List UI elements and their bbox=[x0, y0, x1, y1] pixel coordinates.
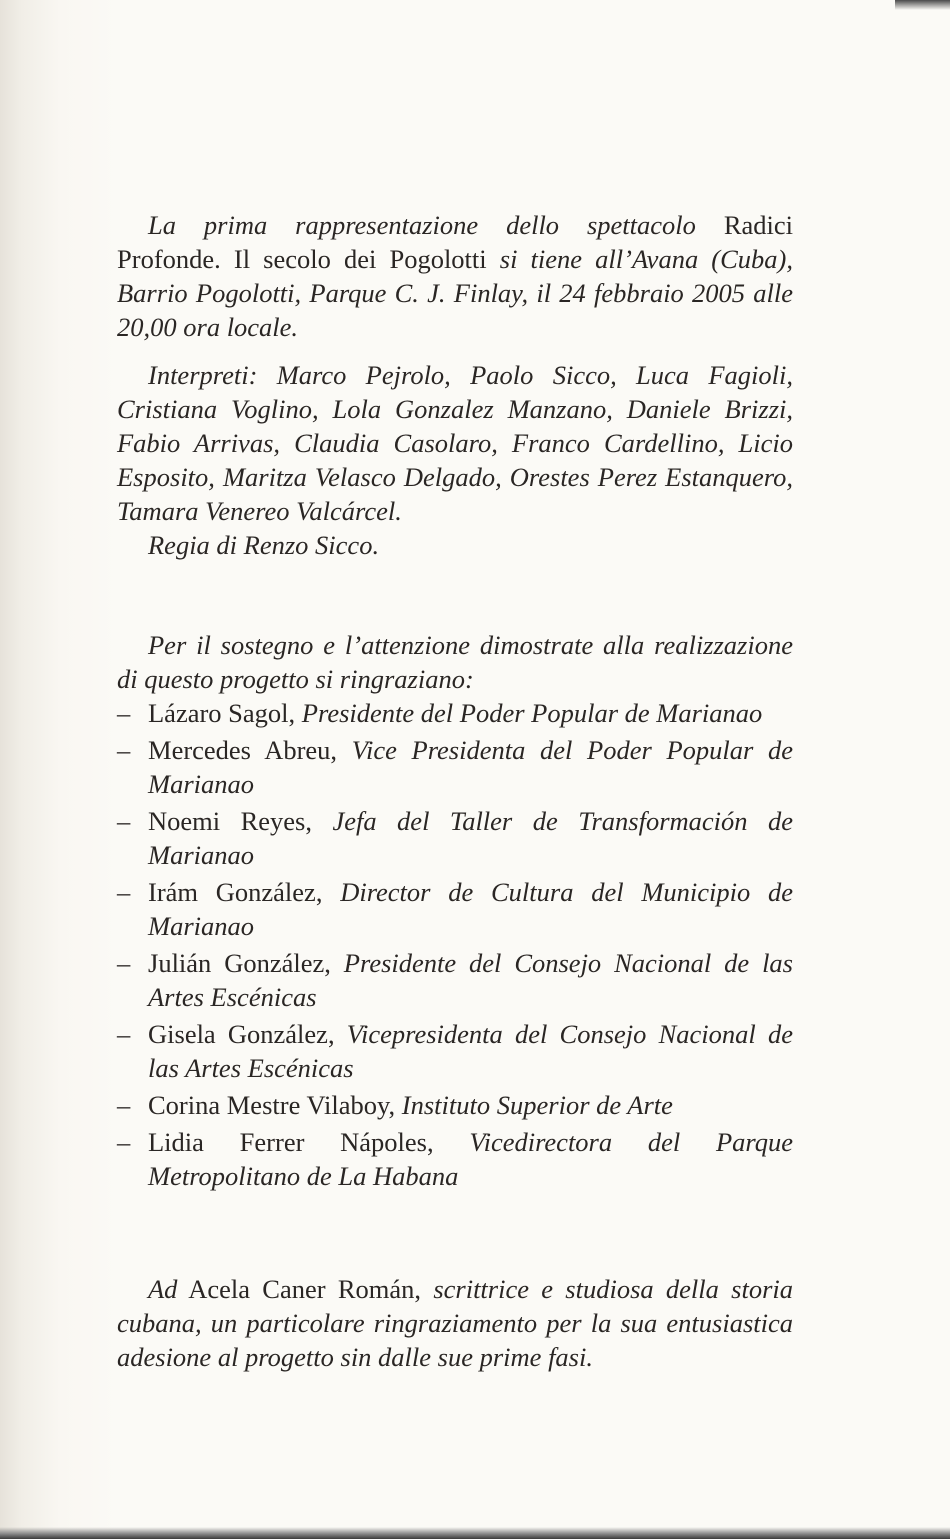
person-role: Presidente del Poder Popular de Marianao bbox=[301, 698, 763, 728]
dash-mark: – bbox=[117, 877, 131, 907]
premiere-section bbox=[117, 208, 793, 344]
thanks-section bbox=[117, 628, 793, 1196]
dash-mark: – bbox=[117, 698, 131, 728]
person-name: Corina Mestre Vilaboy, bbox=[148, 1090, 396, 1120]
thanks-item-4 bbox=[117, 875, 793, 943]
direction-line: Regia di Renzo Sicco. bbox=[148, 530, 380, 560]
person-role: Vice Presidenta del Poder Popular de Marianao bbox=[148, 735, 794, 799]
person-name: Mercedes Abreu, bbox=[148, 735, 338, 765]
person-role: Presidente del Consejo Nacional de las Artes Escénicas bbox=[148, 948, 793, 1012]
thanks-item-1 bbox=[117, 696, 793, 730]
person-name: Irám González, bbox=[148, 877, 323, 907]
interpreters-paragraph: Interpreti: Marco Pejrolo, Paolo Sicco, Luca Fagioli, Cristiana Voglino, Lola Gonzalez Manzano, Daniele Brizzi, Fabio Arrivas, Claudia Casolaro, Franco Cardellino, Licio Esposito, Maritza Velasco Delgado, Orestes Perez Estanquero, Tamara Venereo Valcárcel. bbox=[117, 360, 793, 526]
dash-mark: – bbox=[117, 1127, 131, 1157]
premiere-intro: La prima rappresentazione dello spettacolo bbox=[148, 210, 696, 240]
dash-mark: – bbox=[117, 1019, 131, 1049]
scan-corner-shadow bbox=[895, 0, 950, 10]
dash-mark: – bbox=[117, 948, 131, 978]
special-person-name: Acela Caner Román, bbox=[188, 1274, 422, 1304]
person-name: Gisela González, bbox=[148, 1019, 335, 1049]
person-name: Noemi Reyes, bbox=[148, 806, 312, 836]
dash-mark: – bbox=[117, 1090, 131, 1120]
thanks-item-2 bbox=[117, 733, 793, 801]
cast-section bbox=[117, 358, 793, 562]
special-prefix: Ad bbox=[148, 1274, 178, 1304]
thanks-item-8 bbox=[117, 1125, 793, 1193]
show-title: Radici Profonde. Il secolo dei Pogolotti bbox=[117, 210, 794, 274]
special-thanks-paragraph bbox=[117, 1272, 793, 1374]
dash-mark: – bbox=[117, 735, 131, 765]
thanks-item-5 bbox=[117, 946, 793, 1014]
special-thanks-section bbox=[117, 1272, 793, 1374]
thanks-item-3 bbox=[117, 804, 793, 872]
thanks-intro: Per il sostegno e l’attenzione dimostrate alla realizzazione di questo progetto si ringraziano: bbox=[117, 630, 793, 694]
person-role: Vicedirectora del Parque Metropolitano de La Habana bbox=[148, 1127, 794, 1191]
person-name: Lázaro Sagol, bbox=[148, 698, 296, 728]
person-role: Instituto Superior de Arte bbox=[401, 1090, 673, 1120]
person-role: Jefa del Taller de Transformación de Marianao bbox=[148, 806, 794, 870]
premiere-details: si tiene all’Avana (Cuba), Barrio Pogolotti, Parque C. J. Finlay, il 24 febbraio 2005 alle 20,00 ora locale. bbox=[117, 244, 793, 342]
special-thanks-text: scrittrice e studiosa della storia cubana, un particolare ringraziamento per la sua entusiastica adesione al progetto sin dalle sue prime fasi. bbox=[117, 1274, 794, 1372]
page-bottom-edge bbox=[0, 1527, 950, 1539]
person-role: Director de Cultura del Municipio de Marianao bbox=[148, 877, 793, 941]
person-role: Vicepresidenta del Consejo Nacional de las Artes Escénicas bbox=[148, 1019, 793, 1083]
thanks-item-7 bbox=[117, 1088, 793, 1122]
person-name: Lidia Ferrer Nápoles, bbox=[148, 1127, 434, 1157]
dash-mark: – bbox=[117, 806, 131, 836]
thanks-item-6 bbox=[117, 1017, 793, 1085]
premiere-paragraph bbox=[117, 208, 793, 344]
person-name: Julián González, bbox=[148, 948, 331, 978]
